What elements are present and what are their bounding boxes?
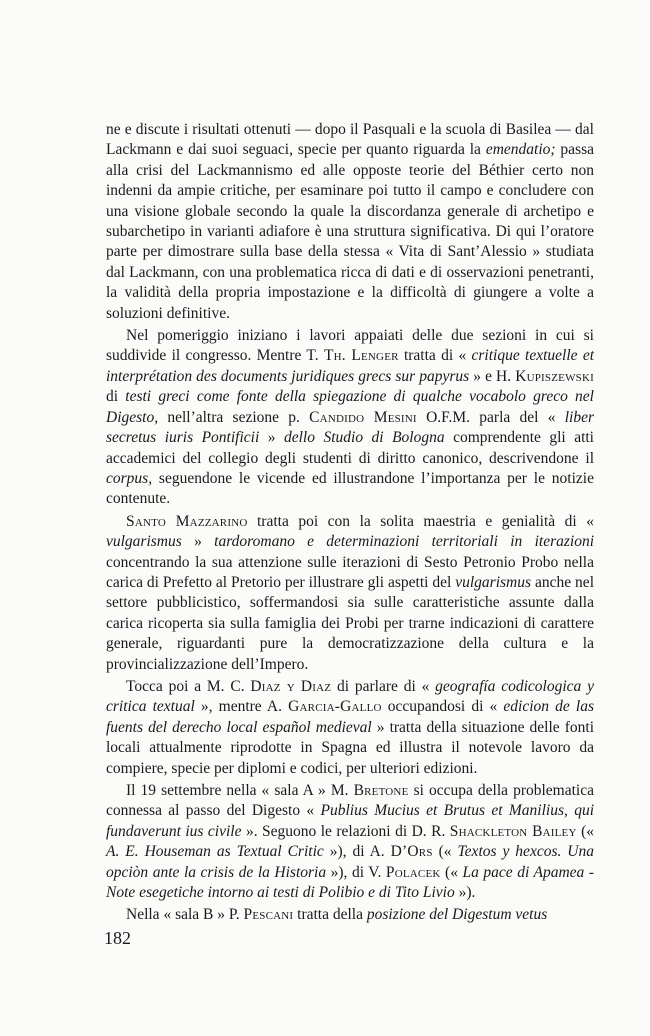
paragraph-1 (106, 120, 594, 324)
text-run: di (106, 388, 126, 406)
author-name: Polacek (385, 863, 441, 881)
text-run: »), di V. (326, 863, 386, 881)
italic-title: edicion de las fuents del derecho local español medieval (106, 698, 595, 736)
italic-title: corpus, (106, 469, 153, 487)
author-name: Diaz y Diaz (250, 677, 332, 695)
italic-title: liber secretus iuris Pontificii (106, 408, 594, 447)
author-name: Candido Mesini (309, 408, 417, 426)
text-run: (« (576, 822, 594, 840)
italic-title: posizione del Digestum vetus (366, 906, 548, 924)
text-run: Nel pomeriggio iniziano i lavori appaiati delle due sezioni in cui si suddivide il congresso. Mentre T. (106, 327, 594, 365)
text-run: tratta poi con la solita maestria e genialità di « (247, 512, 594, 530)
italic-title: La pace di Apamea - Note esegetiche intorno ai testi di Polibio e di Tito Livio (106, 863, 594, 902)
text-run: »). (454, 884, 476, 902)
text-run: » tratta della situazione delle fonti locali attualmente riprodotte in Spagna ed illustra il notevole lavoro da compiere, specie per diplomi e codici, per ulteriori edizioni. (106, 718, 594, 777)
text-run: ». Seguono le relazioni di D. R. (241, 822, 450, 840)
text-run: occupandosi di « (381, 698, 504, 716)
text-run: anche nel settore pubblicistico, soffermandosi sia sulle caratteristiche assunte dalla carica ricoperta sia sulla famiglia dei Probi per trarne indicazioni di carattere generale, riguardanti pure la democratizzazione della cultura e la provincializzazione dell’Impero. (106, 573, 594, 673)
page-number: 182 (104, 928, 131, 948)
italic-title: vulgarismus (106, 533, 182, 551)
text-run: passa alla crisi del Lackmannismo ed alle opposte teorie del Béthier certo non indenni da ampie critiche, per esaminare poi tutto il campo e concludere con una visione globale secondo la quale la discordanza generale di archetipo e subarchetipo in varianti adiafore è una struttura significativa. Di qui l’oratore parte per dimostrare sulla base della stessa « Vita di Sant’Alessio » studiata dal Lackmann, con una problematica ricca di dati e di osservazioni penetranti, la validità della propria impostazione e la difficoltà di giungere a volte a soluzioni definitive. (106, 141, 595, 322)
text-run: comprendente gli atti accademici del collegio degli studenti di diritto canonico, descrivendone il (106, 429, 594, 467)
paragraph-4 (106, 677, 594, 779)
paragraph-3 (106, 512, 594, 675)
text-run: nell’altra sezione p. (158, 408, 310, 426)
author-name: Shackleton Bailey (449, 822, 577, 840)
author-name: Th. Lenger (323, 347, 399, 365)
body-text (106, 120, 594, 926)
text-run: » (181, 533, 215, 551)
italic-title: critique textuelle et interprétation des documents juridiques grecs sur papyrus (106, 347, 595, 385)
text-run: (« (432, 843, 458, 861)
author-name: D’Ors (390, 843, 433, 861)
author-name: Bretone (353, 782, 409, 799)
italic-title: vulgarismus (455, 573, 532, 591)
author-name: Garcia-Gallo (288, 698, 382, 716)
text-run: tratta della (293, 906, 367, 924)
text-run: » e H. (469, 367, 516, 385)
author-name: Kupiszewski (515, 367, 594, 385)
text-run: concentrando la sua attenzione sulle iterazioni di Sesto Petronio Probo nella carica di Prefetto al Pretorio per illustrare gli aspetti del (106, 553, 594, 591)
text-run: di parlare di « (331, 677, 436, 695)
italic-title: Textos y hexcos. Una opciòn ante la crisis de la Historia (106, 843, 595, 881)
author-name: Pescani (243, 906, 294, 924)
italic-title: A. E. Houseman as Textual Critic (106, 843, 324, 861)
italic-title: dello Studio di Bologna (283, 429, 445, 447)
italic-title: geografía codicologica y critica textual (106, 677, 594, 716)
text-run: ne e discute i risultati ottenuti — dopo il Pasquali e la scuola di Basilea — dal Lackmann e dai suoi seguaci, specie per quanto riguarda la (106, 121, 594, 159)
text-run: » (259, 429, 284, 447)
author-name: Santo Mazzarino (126, 512, 248, 530)
text-run: Il 19 settembre nella « sala A » M. (126, 782, 354, 799)
text-run: si occupa della problematica connessa al passo del Digesto « (106, 782, 594, 820)
text-run: Tocca poi a M. C. (126, 677, 251, 695)
text-run: (« (440, 863, 463, 881)
text-run: Nella « sala B » P. (126, 906, 244, 924)
italic-title: testi greci come fonte della spiegazione di qualche vocabolo greco nel Digesto, (106, 388, 594, 426)
text-run: »), di A. (323, 843, 391, 861)
text-run: tratta di « (398, 347, 472, 365)
italic-title: tardoromano e determinazioni territoriali in iterazioni (214, 533, 594, 551)
paragraph-5 (106, 781, 594, 903)
text-run: O.F.M. parla del « (416, 408, 565, 426)
text-run: seguendone le vicende ed illustrandone l’importanza per le notizie contenute. (106, 469, 594, 508)
text-run: », mentre A. (194, 698, 289, 716)
paragraph-6 (106, 905, 594, 925)
italic-title: emendatio; (485, 141, 556, 159)
italic-title: Publius Mucius et Brutus et Manilius, qui fundaverunt ius civile (106, 802, 594, 840)
paragraph-2 (106, 326, 594, 510)
